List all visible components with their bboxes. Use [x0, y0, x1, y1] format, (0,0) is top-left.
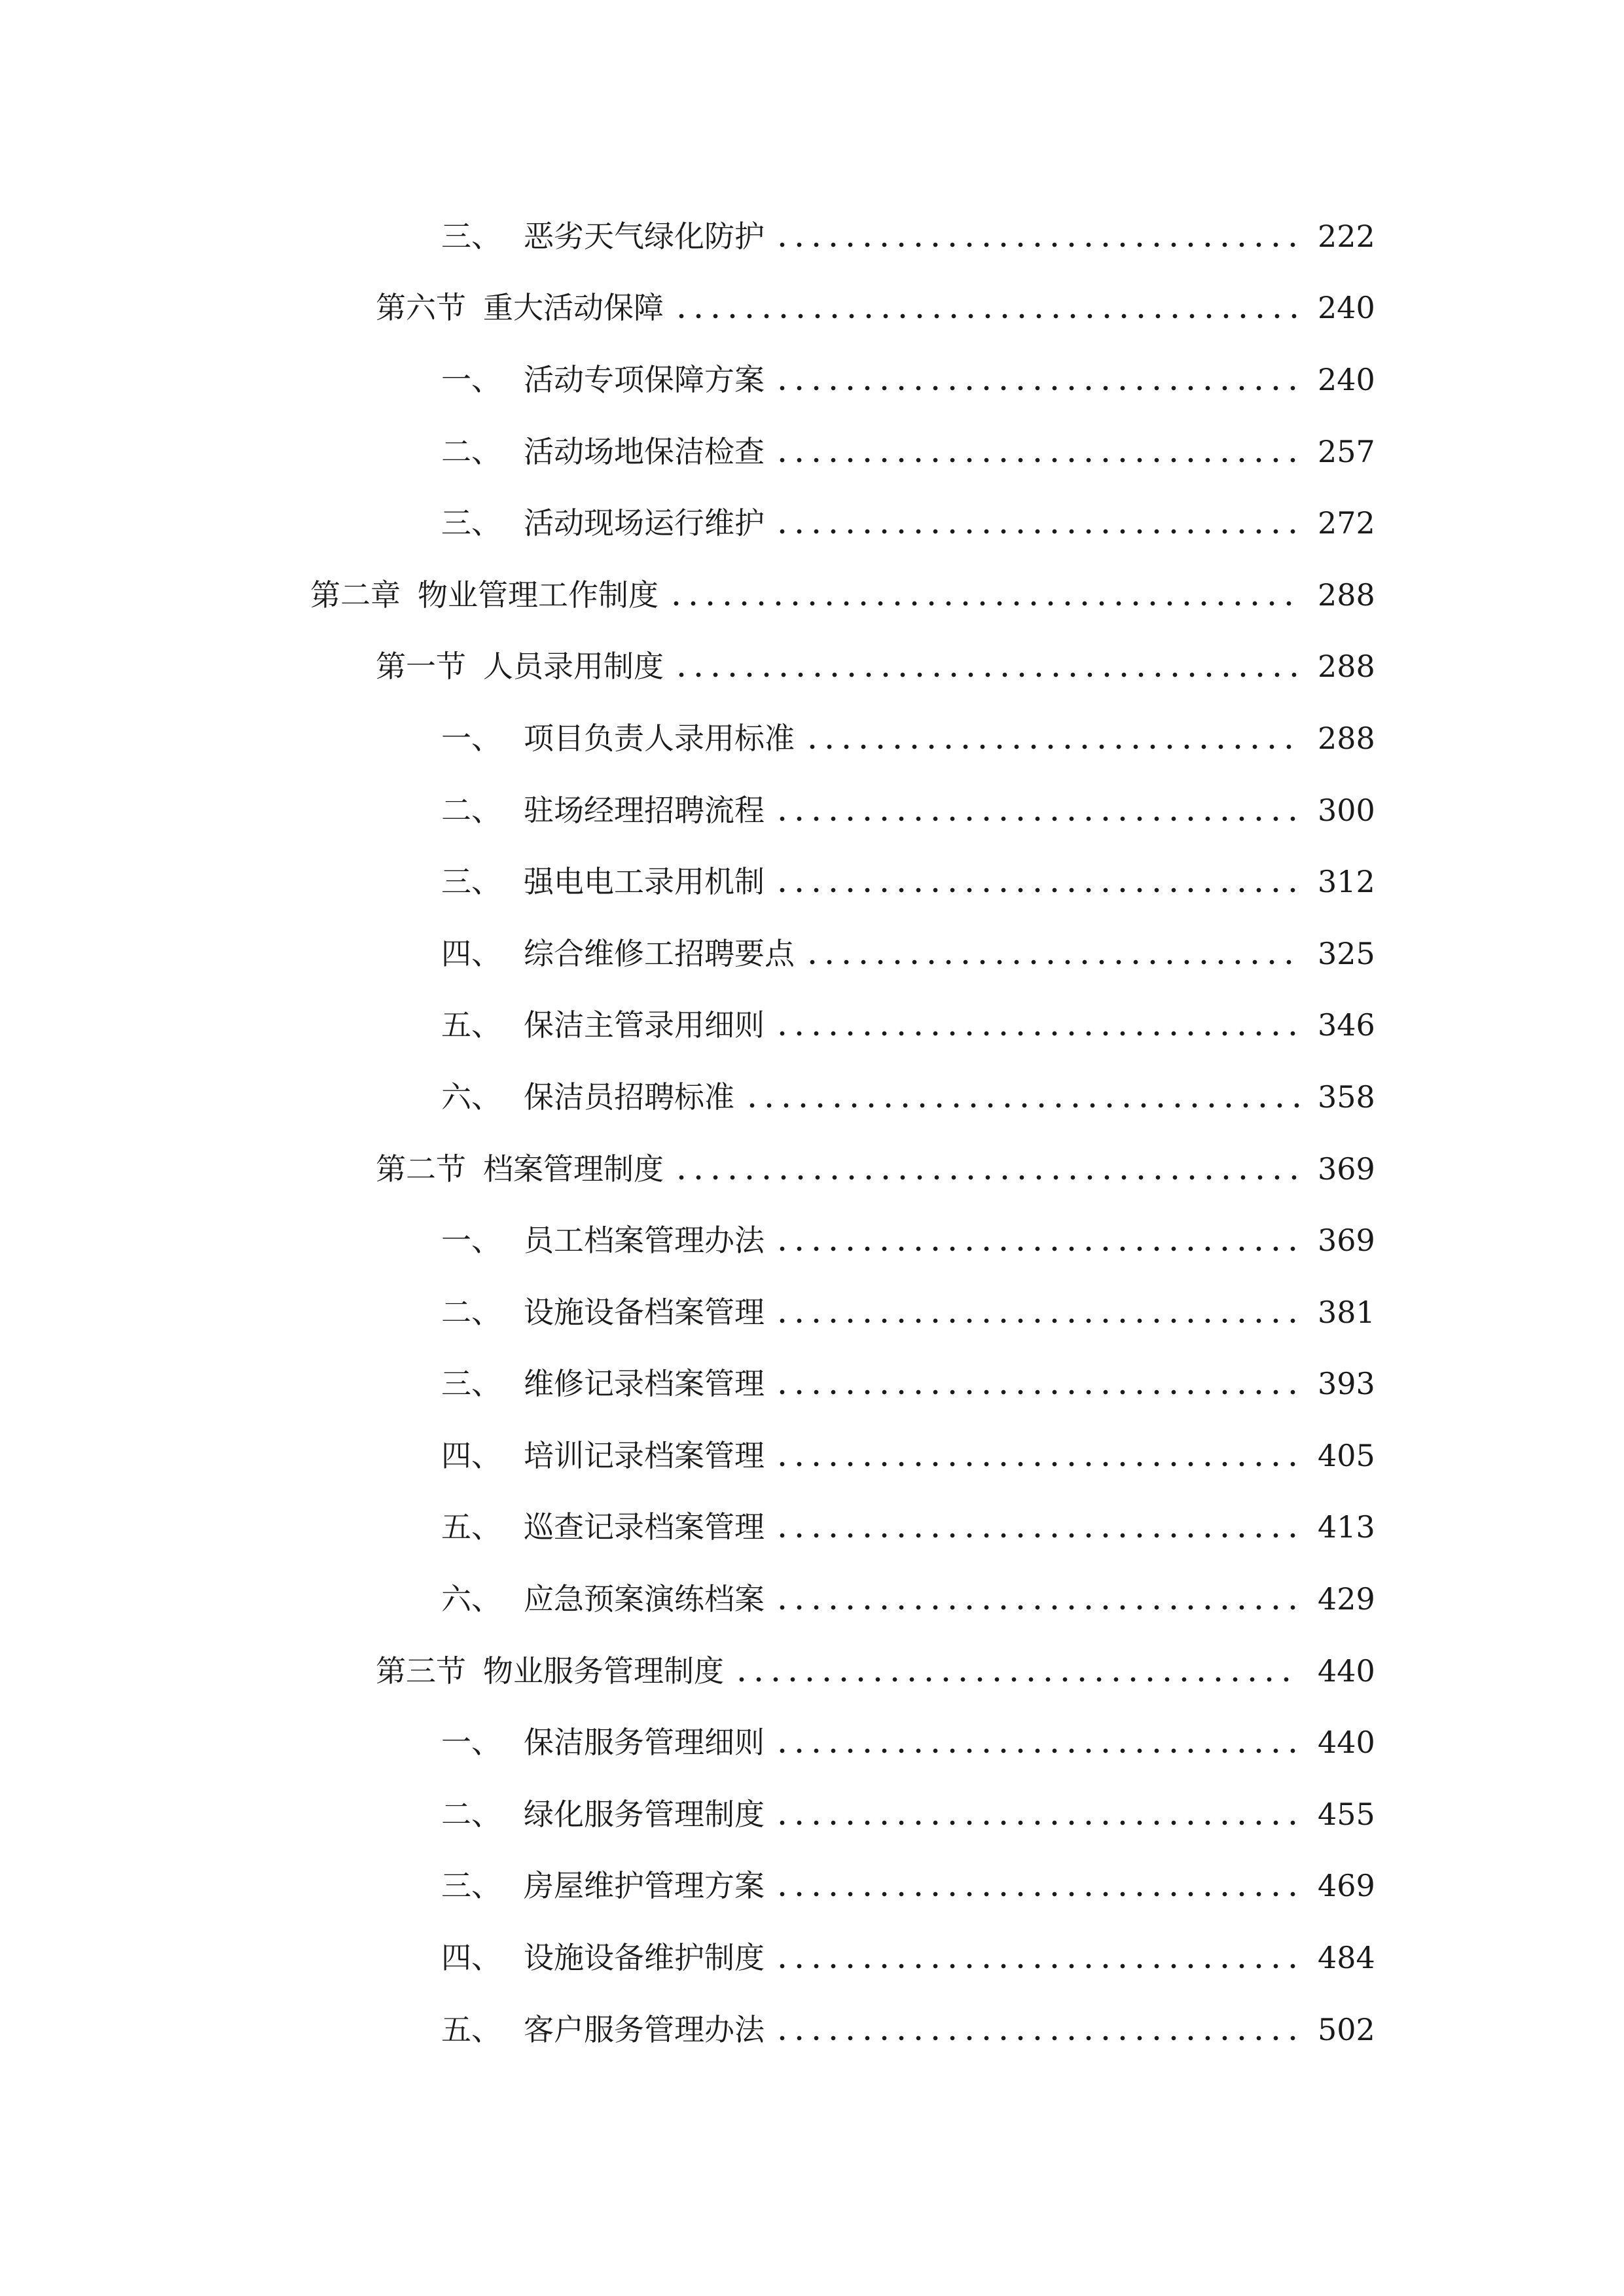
dot-leader [774, 365, 1301, 395]
toc-entry-number: 三、 [441, 1868, 501, 1904]
toc-entry-heading [376, 290, 664, 326]
toc-entry-page-number: 240 [1318, 361, 1375, 397]
toc-entry-number: 四、 [441, 935, 501, 971]
toc-entry[interactable] [0, 272, 1624, 344]
toc-entry-heading [441, 1223, 765, 1259]
toc-entry-title: 保洁服务管理细则 [524, 1725, 765, 1761]
toc-entry-title: 强电电工录用机制 [524, 864, 765, 900]
toc-entry-number: 二、 [441, 433, 501, 469]
toc-entry-page-number: 381 [1318, 1294, 1375, 1330]
dot-leader [673, 293, 1301, 323]
dot-leader [668, 580, 1301, 610]
toc-entry[interactable] [0, 1994, 1624, 2066]
toc-entry-heading [441, 792, 765, 828]
toc-entry[interactable] [0, 702, 1624, 774]
toc-entry-title: 物业服务管理制度 [483, 1653, 724, 1689]
toc-entry[interactable] [0, 774, 1624, 846]
toc-entry[interactable] [0, 200, 1624, 272]
dot-leader [744, 1082, 1301, 1112]
toc-entry-page-number: 288 [1318, 649, 1375, 685]
toc-entry-title: 物业管理工作制度 [418, 577, 659, 613]
table-of-contents [0, 200, 1624, 2065]
toc-entry[interactable] [0, 1061, 1624, 1133]
toc-entry-heading [441, 361, 765, 397]
toc-entry-number: 一、 [441, 1725, 501, 1761]
toc-entry-page-number: 325 [1318, 935, 1375, 971]
dot-leader [804, 939, 1301, 969]
toc-entry-number: 六、 [441, 1581, 501, 1617]
toc-entry-number: 五、 [441, 2011, 501, 2047]
toc-entry-page-number: 288 [1318, 577, 1375, 613]
toc-entry-number: 一、 [441, 1223, 501, 1259]
dot-leader [733, 1656, 1301, 1686]
toc-entry-page-number: 484 [1318, 1940, 1375, 1976]
dot-leader [774, 1441, 1301, 1471]
dot-leader [774, 1010, 1301, 1040]
toc-entry-heading [441, 1581, 765, 1617]
toc-entry-number: 三、 [441, 1366, 501, 1402]
toc-entry-number: 三、 [441, 864, 501, 900]
dot-leader [673, 1154, 1301, 1184]
toc-entry[interactable] [0, 1563, 1624, 1635]
toc-entry-page-number: 455 [1318, 1796, 1375, 1832]
toc-entry-heading [441, 1868, 765, 1904]
toc-entry-page-number: 502 [1318, 2011, 1375, 2047]
toc-entry[interactable] [0, 1635, 1624, 1707]
toc-entry-page-number: 413 [1318, 1509, 1375, 1545]
toc-entry-number: 第三节 [376, 1653, 466, 1689]
toc-entry-title: 项目负责人录用标准 [524, 720, 795, 756]
toc-entry-heading [376, 1653, 724, 1689]
toc-entry-heading [441, 935, 795, 971]
toc-entry-heading [441, 2011, 765, 2047]
toc-entry[interactable] [0, 1204, 1624, 1276]
toc-entry-page-number: 222 [1318, 218, 1375, 254]
toc-entry-title: 活动专项保障方案 [524, 361, 765, 397]
toc-entry[interactable] [0, 990, 1624, 1062]
toc-entry-heading [441, 1940, 765, 1976]
toc-entry[interactable] [0, 918, 1624, 990]
toc-entry-page-number: 369 [1318, 1151, 1375, 1187]
toc-entry-heading [441, 1509, 765, 1545]
toc-entry[interactable] [0, 1922, 1624, 1994]
dot-leader [774, 221, 1301, 251]
toc-entry-number: 三、 [441, 218, 501, 254]
toc-entry-page-number: 429 [1318, 1581, 1375, 1617]
dot-leader [673, 651, 1301, 681]
toc-entry-heading [441, 1725, 765, 1761]
toc-entry-title: 员工档案管理办法 [524, 1223, 765, 1259]
toc-entry-number: 六、 [441, 1079, 501, 1115]
toc-entry-title: 设施设备档案管理 [524, 1294, 765, 1330]
toc-entry-page-number: 288 [1318, 720, 1375, 756]
toc-entry-heading [441, 433, 765, 469]
toc-entry[interactable] [0, 416, 1624, 488]
toc-entry-number: 五、 [441, 1007, 501, 1043]
toc-entry-heading [376, 1151, 664, 1187]
toc-entry-page-number: 346 [1318, 1007, 1375, 1043]
dot-leader [774, 437, 1301, 467]
toc-entry-number: 一、 [441, 361, 501, 397]
toc-entry-page-number: 393 [1318, 1366, 1375, 1402]
toc-entry-number: 第二节 [376, 1151, 466, 1187]
toc-entry-number: 二、 [441, 1796, 501, 1832]
toc-entry-number: 一、 [441, 720, 501, 756]
toc-entry-title: 人员录用制度 [483, 649, 664, 685]
toc-entry-heading [310, 577, 659, 613]
toc-entry[interactable] [0, 559, 1624, 631]
toc-entry-title: 维修记录档案管理 [524, 1366, 765, 1402]
dot-leader [804, 723, 1301, 753]
toc-entry-number: 四、 [441, 1437, 501, 1473]
toc-entry[interactable] [0, 846, 1624, 918]
toc-entry[interactable] [0, 1850, 1624, 1922]
toc-entry-title: 应急预案演练档案 [524, 1581, 765, 1617]
toc-entry-title: 巡查记录档案管理 [524, 1509, 765, 1545]
toc-entry-page-number: 272 [1318, 505, 1375, 541]
toc-entry[interactable] [0, 1778, 1624, 1850]
dot-leader [774, 1225, 1301, 1255]
dot-leader [774, 795, 1301, 825]
toc-entry-heading [441, 864, 765, 900]
toc-entry-heading [441, 505, 765, 541]
toc-entry-title: 活动场地保洁检查 [524, 433, 765, 469]
toc-entry-number: 四、 [441, 1940, 501, 1976]
toc-entry[interactable] [0, 631, 1624, 703]
toc-entry-page-number: 312 [1318, 864, 1375, 900]
toc-entry-title: 档案管理制度 [483, 1151, 664, 1187]
toc-entry-heading [376, 649, 664, 685]
dot-leader [774, 1943, 1301, 1973]
toc-entry-number: 第六节 [376, 290, 466, 326]
toc-entry-page-number: 469 [1318, 1868, 1375, 1904]
toc-entry-number: 第二章 [310, 577, 401, 613]
dot-leader [774, 1369, 1301, 1399]
dot-leader [774, 1584, 1301, 1614]
toc-entry-title: 保洁员招聘标准 [524, 1079, 734, 1115]
toc-entry-page-number: 300 [1318, 792, 1375, 828]
toc-entry-page-number: 440 [1318, 1725, 1375, 1761]
toc-entry-title: 房屋维护管理方案 [524, 1868, 765, 1904]
toc-entry-page-number: 369 [1318, 1223, 1375, 1259]
toc-entry[interactable] [0, 487, 1624, 559]
toc-entry-title: 培训记录档案管理 [524, 1437, 765, 1473]
toc-entry-title: 绿化服务管理制度 [524, 1796, 765, 1832]
toc-entry[interactable] [0, 1133, 1624, 1205]
dot-leader [774, 1297, 1301, 1327]
toc-entry-heading [441, 1294, 765, 1330]
toc-entry[interactable] [0, 1276, 1624, 1348]
toc-entry-title: 综合维修工招聘要点 [524, 935, 795, 971]
dot-leader [774, 508, 1301, 538]
toc-entry-number: 五、 [441, 1509, 501, 1545]
toc-entry-heading [441, 1366, 765, 1402]
toc-entry-number: 三、 [441, 505, 501, 541]
toc-entry-title: 客户服务管理办法 [524, 2011, 765, 2047]
toc-entry-title: 保洁主管录用细则 [524, 1007, 765, 1043]
toc-entry-title: 活动现场运行维护 [524, 505, 765, 541]
toc-entry[interactable] [0, 1492, 1624, 1564]
toc-entry-number: 二、 [441, 1294, 501, 1330]
toc-entry-heading [441, 1437, 765, 1473]
toc-entry-page-number: 257 [1318, 433, 1375, 469]
toc-entry-heading [441, 1007, 765, 1043]
dot-leader [774, 1727, 1301, 1757]
toc-entry-title: 恶劣天气绿化防护 [524, 218, 765, 254]
toc-entry[interactable] [0, 1420, 1624, 1492]
toc-entry-heading [441, 1796, 765, 1832]
toc-entry[interactable] [0, 1348, 1624, 1420]
toc-entry-heading [441, 1079, 734, 1115]
toc-entry-number: 第一节 [376, 649, 466, 685]
toc-entry[interactable] [0, 344, 1624, 416]
toc-entry-title: 重大活动保障 [483, 290, 664, 326]
toc-entry-title: 驻场经理招聘流程 [524, 792, 765, 828]
toc-entry[interactable] [0, 1706, 1624, 1778]
toc-entry-page-number: 358 [1318, 1079, 1375, 1115]
toc-entry-heading [441, 720, 795, 756]
dot-leader [774, 1799, 1301, 1829]
toc-entry-heading [441, 218, 765, 254]
dot-leader [774, 1512, 1301, 1542]
toc-entry-title: 设施设备维护制度 [524, 1940, 765, 1976]
dot-leader [774, 867, 1301, 897]
toc-entry-page-number: 440 [1318, 1653, 1375, 1689]
toc-entry-page-number: 405 [1318, 1437, 1375, 1473]
toc-entry-page-number: 240 [1318, 290, 1375, 326]
dot-leader [774, 1871, 1301, 1901]
dot-leader [774, 2015, 1301, 2045]
toc-entry-number: 二、 [441, 792, 501, 828]
